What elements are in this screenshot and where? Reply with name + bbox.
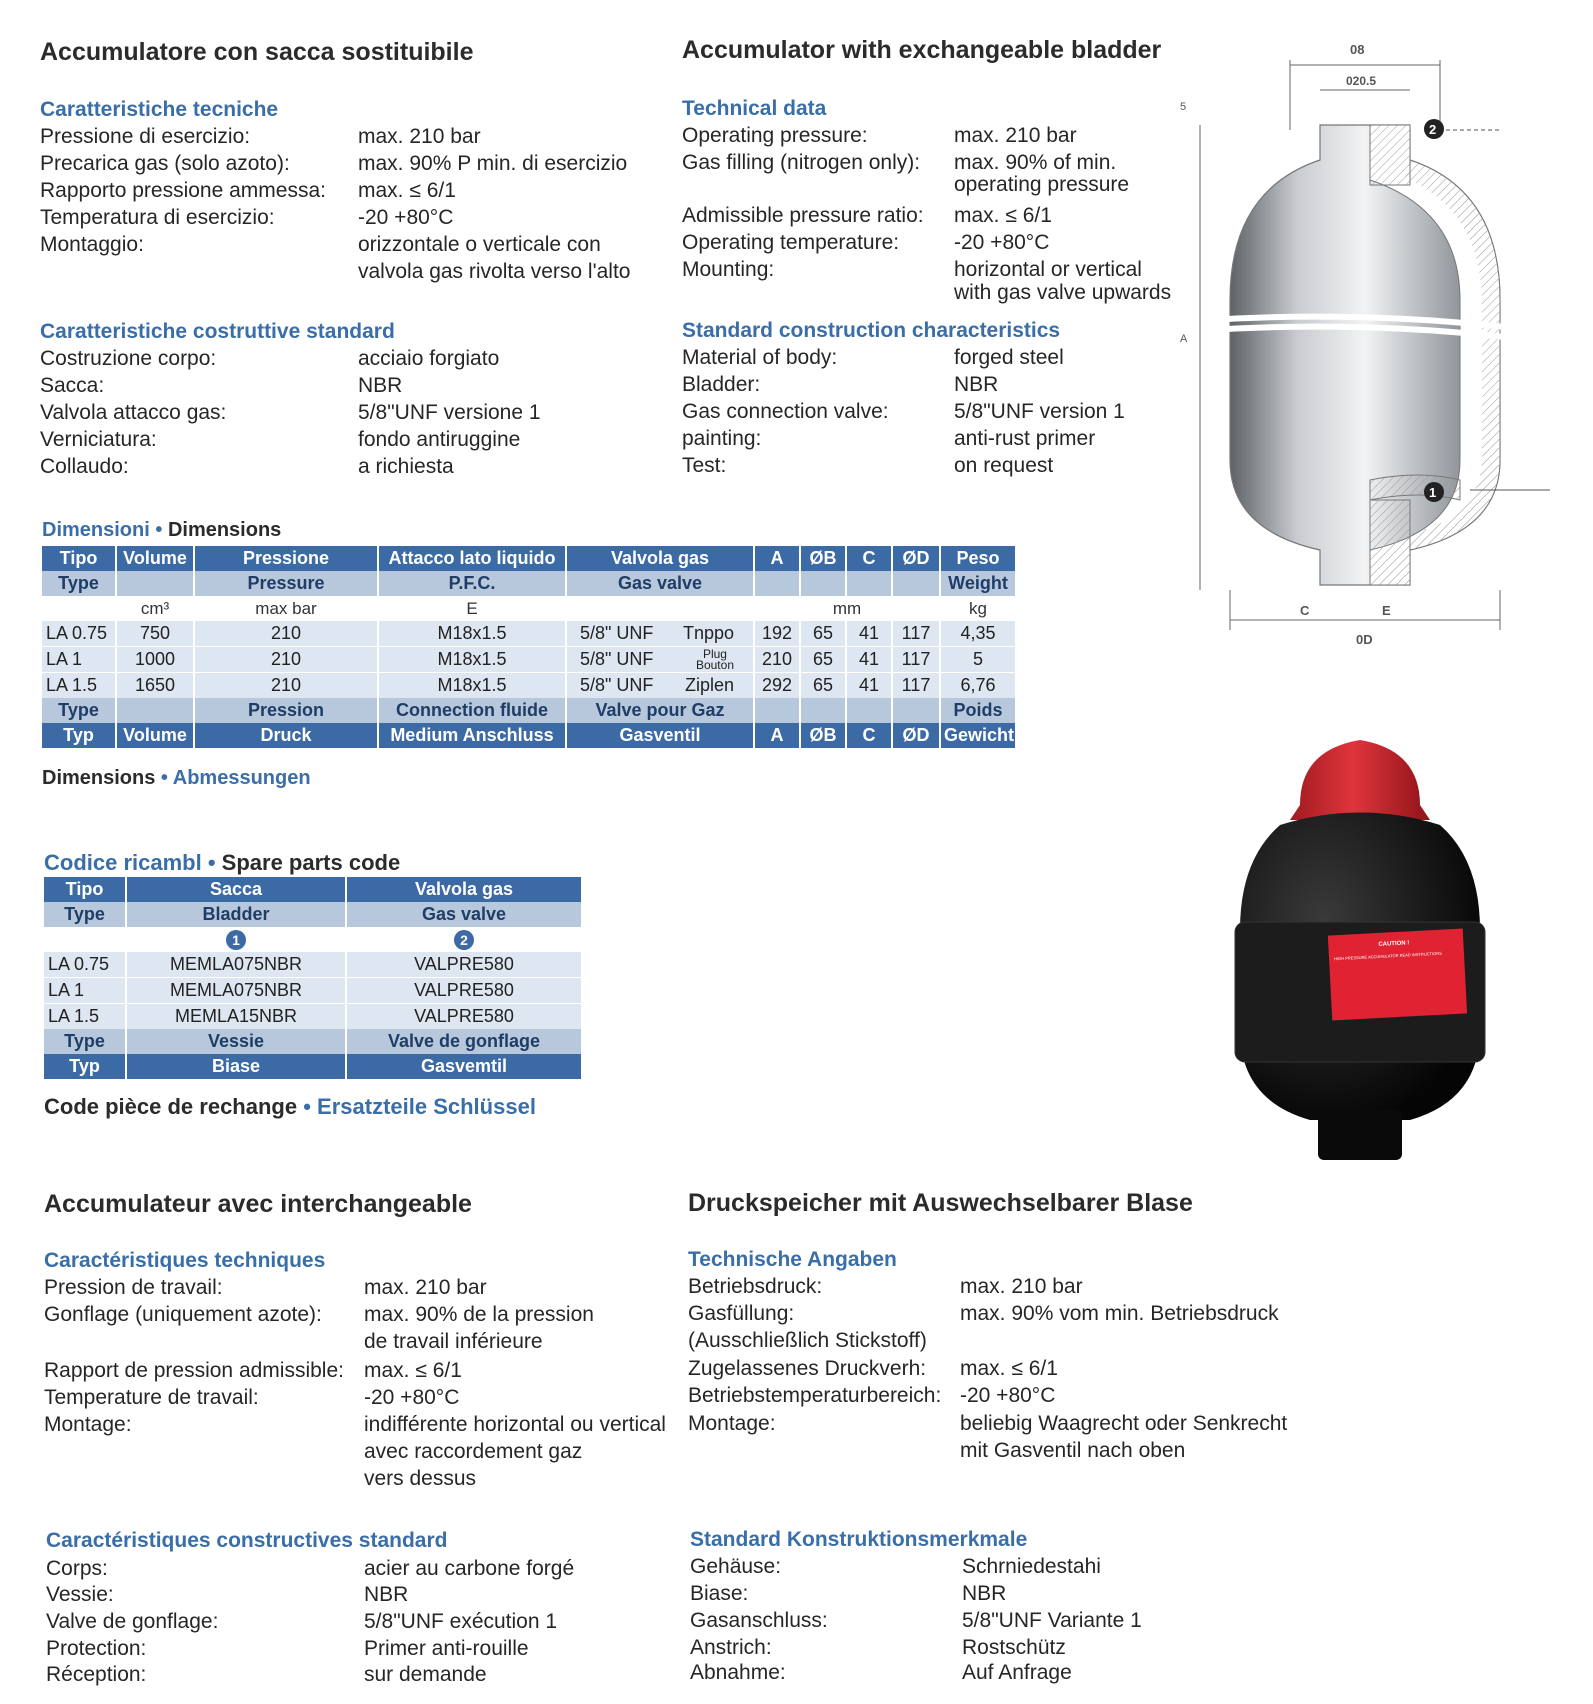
title-bullet: • — [303, 1094, 311, 1119]
badge-cell — [126, 927, 346, 952]
col-footer: Gewicht — [940, 723, 1016, 748]
table-row — [44, 952, 582, 978]
spec-value: max. 210 bar — [954, 124, 1077, 147]
italian-constr-heading: Caratteristiche costruttive standard — [40, 320, 395, 343]
cell-b: 65 — [800, 673, 846, 699]
spec-value: 5/8"UNF versione 1 — [358, 401, 541, 424]
bladder-badge: 1 — [226, 930, 246, 950]
french-title: Accumulateur avec interchangeable — [44, 1190, 472, 1218]
cell-valve-kind-line: Plug — [702, 646, 727, 661]
dim-label-c: C — [1300, 603, 1310, 618]
spec-label: Verniciatura: — [40, 428, 157, 451]
col-footer: Type — [42, 698, 116, 723]
col-header: Weight — [940, 571, 1016, 596]
spec-value: max. 90% vom min. Betriebsdruck — [960, 1302, 1279, 1325]
col-footer: Druck — [194, 723, 378, 748]
spec-label: Bladder: — [682, 373, 761, 396]
german-title: Druckspeicher mit Auswechselbarer Blase — [688, 1189, 1193, 1217]
english-title: Accumulator with exchangeable bladder — [682, 36, 1162, 64]
spec-label: painting: — [682, 427, 762, 450]
spec-value: max. ≤ 6/1 — [960, 1357, 1058, 1380]
dim-label-ob: 08 — [1350, 42, 1365, 57]
title-bullet: • — [160, 767, 168, 789]
spec-value: indifférente horizontal ou vertical — [364, 1413, 666, 1436]
cell-type: LA 1.5 — [44, 1004, 126, 1030]
col-footer — [754, 698, 800, 723]
spec-value: de travail inférieure — [364, 1330, 543, 1353]
cell-valve-thread: 5/8" UNF — [580, 648, 654, 669]
cell-valve — [566, 673, 754, 699]
spec-value: max. 90% P min. di esercizio — [358, 152, 628, 175]
col-footer: Gasvemtil — [346, 1054, 582, 1079]
title-bullet: • — [155, 519, 163, 541]
table-row — [42, 621, 1016, 647]
col-footer: A — [754, 723, 800, 748]
cell-weight: 4,35 — [940, 621, 1016, 647]
spec-label: Rapporto pressione ammessa: — [40, 179, 326, 202]
spare-title — [44, 850, 400, 876]
col-header — [116, 571, 194, 596]
spec-value: NBR — [954, 373, 999, 396]
spec-value: NBR — [358, 374, 403, 397]
col-header: Type — [42, 571, 116, 596]
col-header: Pressione — [194, 546, 378, 571]
spec-value: 5/8"UNF Variante 1 — [962, 1609, 1142, 1632]
spec-label: Abnahme: — [690, 1661, 786, 1684]
spec-label: (Ausschließlich Stickstoff) — [688, 1329, 927, 1352]
table-header-row — [42, 546, 1016, 571]
unit-cell — [42, 596, 116, 621]
accumulator-photo — [1220, 730, 1500, 1180]
col-footer — [800, 698, 846, 723]
german-constr-heading: Standard Konstruktionsmerkmale — [690, 1528, 1028, 1551]
cell-valve: VALPRE580 — [346, 952, 582, 978]
spec-label: Gehäuse: — [690, 1555, 782, 1578]
cell-c: 41 — [846, 621, 892, 647]
spec-value: -20 +80°C — [960, 1384, 1056, 1407]
col-header: Gas valve — [346, 902, 582, 927]
dimensions-footer-fr: Dimensions — [42, 767, 156, 789]
cell-type: LA 1 — [44, 978, 126, 1004]
cell-connection: M18x1.5 — [378, 621, 566, 647]
col-header: ØB — [800, 546, 846, 571]
spec-label: Pression de travail: — [44, 1276, 223, 1299]
table-header-row — [44, 902, 582, 927]
italian-title: Accumulatore con sacca sostituibile — [40, 38, 474, 66]
spec-value: orizzontale o verticale con — [358, 233, 601, 256]
col-header: C — [846, 546, 892, 571]
spec-label: Collaudo: — [40, 455, 129, 478]
dim-label-e: E — [1382, 603, 1391, 618]
spec-label: Montage: — [688, 1412, 776, 1435]
col-header: Peso — [940, 546, 1016, 571]
cell-valve-kind: Ziplen — [684, 675, 734, 695]
col-footer: ØD — [892, 723, 940, 748]
dimensions-title-it: Dimensioni — [42, 519, 150, 541]
cell-bladder: MEMLA075NBR — [126, 978, 346, 1004]
col-header: Pressure — [194, 571, 378, 596]
col-header — [754, 571, 800, 596]
spec-value: max. ≤ 6/1 — [358, 179, 456, 202]
spec-label: Admissible pressure ratio: — [682, 204, 924, 227]
col-header — [892, 571, 940, 596]
cell-c: 41 — [846, 647, 892, 673]
col-header: Bladder — [126, 902, 346, 927]
spec-value: max. 210 bar — [358, 125, 481, 148]
col-header: Valvola gas — [566, 546, 754, 571]
col-header: P.F.C. — [378, 571, 566, 596]
german-tech-heading: Technische Angaben — [688, 1248, 897, 1271]
dim-label-ob-small: 020.5 — [1346, 74, 1377, 88]
spec-value: on request — [954, 454, 1054, 477]
cell-connection: M18x1.5 — [378, 673, 566, 699]
spec-label: Montage: — [44, 1413, 132, 1436]
col-header: Gas valve — [566, 571, 754, 596]
callout-number-1: 1 — [1429, 485, 1437, 500]
spec-value: Primer anti-rouille — [364, 1637, 529, 1660]
english-constr-heading: Standard construction characteristics — [682, 319, 1061, 342]
col-header: Volume — [116, 546, 194, 571]
col-footer: Volume — [116, 723, 194, 748]
warning-label-title: CAUTION ! — [1378, 940, 1410, 948]
spec-label: Corps: — [46, 1557, 108, 1580]
cell-valve — [566, 647, 754, 673]
unit-cell: kg — [940, 596, 1016, 621]
spec-value: max. 90% de la pression — [364, 1303, 594, 1326]
table-header-row — [42, 571, 1016, 596]
spec-label: Valvola attacco gas: — [40, 401, 227, 424]
french-constr-heading: Caractéristiques constructives standard — [46, 1529, 448, 1552]
spec-value: acier au carbone forgé — [364, 1557, 575, 1580]
col-header: Type — [44, 902, 126, 927]
spec-label: Rapport de pression admissible: — [44, 1359, 344, 1382]
cell-valve-thread: 5/8" UNF — [580, 623, 654, 643]
cell-type: LA 1.5 — [42, 673, 116, 699]
cell-bladder: MEMLA075NBR — [126, 952, 346, 978]
cell-bladder: MEMLA15NBR — [126, 1004, 346, 1030]
col-footer: Typ — [44, 1054, 126, 1079]
spec-label: Temperatura di esercizio: — [40, 206, 275, 229]
cell-b: 65 — [800, 647, 846, 673]
cell-pressure: 210 — [194, 647, 378, 673]
unit-cell — [566, 596, 754, 621]
col-footer: Poids — [940, 698, 1016, 723]
spec-label: Gasfüllung: — [688, 1302, 795, 1325]
cell-volume: 750 — [116, 621, 194, 647]
table-row — [42, 673, 1016, 699]
col-footer: Connection fluide — [378, 698, 566, 723]
spec-value: sur demande — [364, 1663, 487, 1686]
spec-value: max. 90% of min. — [954, 151, 1117, 174]
cell-volume: 1650 — [116, 673, 194, 699]
col-header: Tipo — [42, 546, 116, 571]
spec-value: -20 +80°C — [358, 206, 454, 229]
col-header — [846, 571, 892, 596]
spec-label: Protection: — [46, 1637, 147, 1660]
cell-a: 192 — [754, 621, 800, 647]
col-header: ØD — [892, 546, 940, 571]
spec-value: 5/8"UNF version 1 — [954, 400, 1125, 423]
table-footer-row — [44, 1054, 582, 1079]
spec-label: Gas connection valve: — [682, 400, 889, 423]
col-footer: Pression — [194, 698, 378, 723]
units-row — [42, 596, 1016, 621]
spare-parts-table — [44, 877, 583, 1079]
cell-b: 65 — [800, 621, 846, 647]
spec-value: max. ≤ 6/1 — [364, 1359, 462, 1382]
spec-value: a richiesta — [358, 455, 454, 478]
col-footer: Valve pour Gaz — [566, 698, 754, 723]
spec-label: Material of body: — [682, 346, 838, 369]
dimensions-title — [42, 519, 281, 542]
spec-value: NBR — [962, 1582, 1007, 1605]
cell-valve-kind — [695, 646, 750, 672]
accumulator-section-drawing — [1170, 30, 1570, 710]
spare-title-it: Codice ricambl — [44, 850, 202, 875]
cell-a: 210 — [754, 647, 800, 673]
title-bullet: • — [207, 850, 216, 875]
cell-weight: 6,76 — [940, 673, 1016, 699]
dimensions-table — [42, 546, 1017, 748]
spec-label: Betriebsdruck: — [688, 1275, 823, 1298]
cell-valve-kind-line: Bouton — [695, 657, 734, 672]
callout-number-2: 2 — [1429, 122, 1437, 137]
spec-value: NBR — [364, 1583, 409, 1606]
spec-label: Sacca: — [40, 374, 105, 397]
cell-d: 117 — [892, 647, 940, 673]
table-row — [42, 647, 1016, 673]
col-footer: Type — [44, 1029, 126, 1054]
col-footer — [116, 698, 194, 723]
spec-value: Auf Anfrage — [962, 1661, 1072, 1684]
valve-badge: 2 — [454, 930, 474, 950]
cell-a: 292 — [754, 673, 800, 699]
cell-type: LA 0.75 — [44, 952, 126, 978]
dim-label-5: 5 — [1180, 101, 1187, 113]
spec-value: Schrniedestahi — [962, 1555, 1101, 1578]
table-header-row — [44, 877, 582, 902]
spec-label: Réception: — [46, 1663, 147, 1686]
col-footer: Typ — [42, 723, 116, 748]
cell-valve-thread: 5/8" UNF — [580, 675, 654, 695]
cell-valve-kind: Tnppo — [682, 623, 734, 643]
spec-label: Betriebstemperaturbereich: — [688, 1384, 942, 1407]
col-header: Attacco lato liquido — [378, 546, 566, 571]
cell-d: 117 — [892, 621, 940, 647]
spec-value: -20 +80°C — [364, 1386, 460, 1409]
cell-d: 117 — [892, 673, 940, 699]
col-header: Sacca — [126, 877, 346, 902]
cell-valve — [566, 621, 754, 647]
spec-value: operating pressure — [954, 173, 1130, 196]
cell-type: LA 0.75 — [42, 621, 116, 647]
cell-c: 41 — [846, 673, 892, 699]
spec-value: avec raccordement gaz — [364, 1440, 583, 1463]
spec-label: Gasanschluss: — [690, 1609, 828, 1632]
unit-cell: max bar — [194, 596, 378, 621]
col-header: A — [754, 546, 800, 571]
col-header: Tipo — [44, 877, 126, 902]
col-footer: Biase — [126, 1054, 346, 1079]
badge-cell — [346, 927, 582, 952]
spec-label: Pressione di esercizio: — [40, 125, 251, 148]
cell-type: LA 1 — [42, 647, 116, 673]
spec-label: Valve de gonflage: — [46, 1610, 219, 1633]
spec-label: Gas filling (nitrogen only): — [682, 151, 921, 174]
spec-value: -20 +80°C — [954, 231, 1050, 254]
cell-pressure: 210 — [194, 673, 378, 699]
col-footer: Vessie — [126, 1029, 346, 1054]
col-footer: Medium Anschluss — [378, 723, 566, 748]
cell-pressure: 210 — [194, 621, 378, 647]
spec-label: Test: — [682, 454, 727, 477]
table-footer-row — [44, 1029, 582, 1054]
unit-cell: cm³ — [116, 596, 194, 621]
spec-value: horizontal or vertical — [954, 258, 1142, 281]
cell-valve: VALPRE580 — [346, 1004, 582, 1030]
spec-value: beliebig Waagrecht oder Senkrecht — [960, 1412, 1288, 1435]
spec-label: Precarica gas (solo azoto): — [40, 152, 290, 175]
cell-weight: 5 — [940, 647, 1016, 673]
spec-value: forged steel — [954, 346, 1064, 369]
french-tech-heading: Caractéristiques techniques — [44, 1249, 326, 1272]
table-row — [44, 1004, 582, 1030]
spec-value: vers dessus — [364, 1467, 477, 1490]
cell-valve: VALPRE580 — [346, 978, 582, 1004]
spec-value: 5/8"UNF exécution 1 — [364, 1610, 558, 1633]
spec-value: Rostschütz — [962, 1636, 1066, 1659]
col-footer: C — [846, 723, 892, 748]
badge-cell-empty — [44, 927, 126, 952]
col-footer — [846, 698, 892, 723]
col-header: Valvola gas — [346, 877, 582, 902]
col-header — [800, 571, 846, 596]
cell-connection: M18x1.5 — [378, 647, 566, 673]
spec-label: Operating pressure: — [682, 124, 868, 147]
spec-label: Operating temperature: — [682, 231, 900, 254]
table-footer-row — [42, 698, 1016, 723]
spec-label: Zugelassenes Druckverh: — [688, 1357, 927, 1380]
spec-label: Anstrich: — [690, 1636, 772, 1659]
spec-value: acciaio forgiato — [358, 347, 500, 370]
italian-tech-heading: Caratteristiche tecniche — [40, 98, 279, 121]
spec-value: valvola gas rivolta verso l'alto — [358, 260, 631, 283]
spec-label: Montaggio: — [40, 233, 144, 256]
spec-value: fondo antiruggine — [358, 428, 521, 451]
dim-label-od: 0D — [1356, 632, 1373, 647]
spec-value: anti-rust primer — [954, 427, 1096, 450]
dimensions-title-en: Dimensions — [167, 519, 282, 541]
spec-value: mit Gasventil nach oben — [960, 1439, 1186, 1462]
badge-row — [44, 927, 582, 952]
dimensions-footer-title — [42, 767, 311, 790]
spec-value: max. ≤ 6/1 — [954, 204, 1052, 227]
spec-label: Costruzione corpo: — [40, 347, 217, 370]
unit-cell: mm — [754, 596, 940, 621]
spare-footer-fr: Code pièce de rechange — [44, 1094, 298, 1119]
spec-label: Temperature de travail: — [44, 1386, 259, 1409]
spec-label: Biase: — [690, 1582, 749, 1605]
spare-footer-title — [44, 1094, 536, 1120]
col-footer: Valve de gonflage — [346, 1029, 582, 1054]
spec-label: Vessie: — [46, 1583, 114, 1606]
unit-cell: E — [378, 596, 566, 621]
cell-volume: 1000 — [116, 647, 194, 673]
col-footer: ØB — [800, 723, 846, 748]
spec-value: with gas valve upwards — [954, 281, 1172, 304]
col-footer: Gasventil — [566, 723, 754, 748]
spec-label: Gonflage (uniquement azote): — [44, 1303, 322, 1326]
dimensions-footer-de: Abmessungen — [172, 767, 311, 789]
spec-value: max. 210 bar — [960, 1275, 1083, 1298]
spare-footer-de: Ersatzteile Schlüssel — [317, 1094, 536, 1119]
english-tech-heading: Technical data — [682, 97, 827, 120]
warning-label-text: HIGH PRESSURE ACCUMULATOR READ INSTRUCTIONS — [1333, 950, 1442, 962]
table-footer-row — [42, 723, 1016, 748]
spec-label: Mounting: — [682, 258, 775, 281]
col-footer — [892, 698, 940, 723]
spare-title-en: Spare parts code — [221, 850, 401, 875]
dim-label-a: A — [1180, 333, 1188, 345]
table-row — [44, 978, 582, 1004]
spec-value: max. 210 bar — [364, 1276, 487, 1299]
